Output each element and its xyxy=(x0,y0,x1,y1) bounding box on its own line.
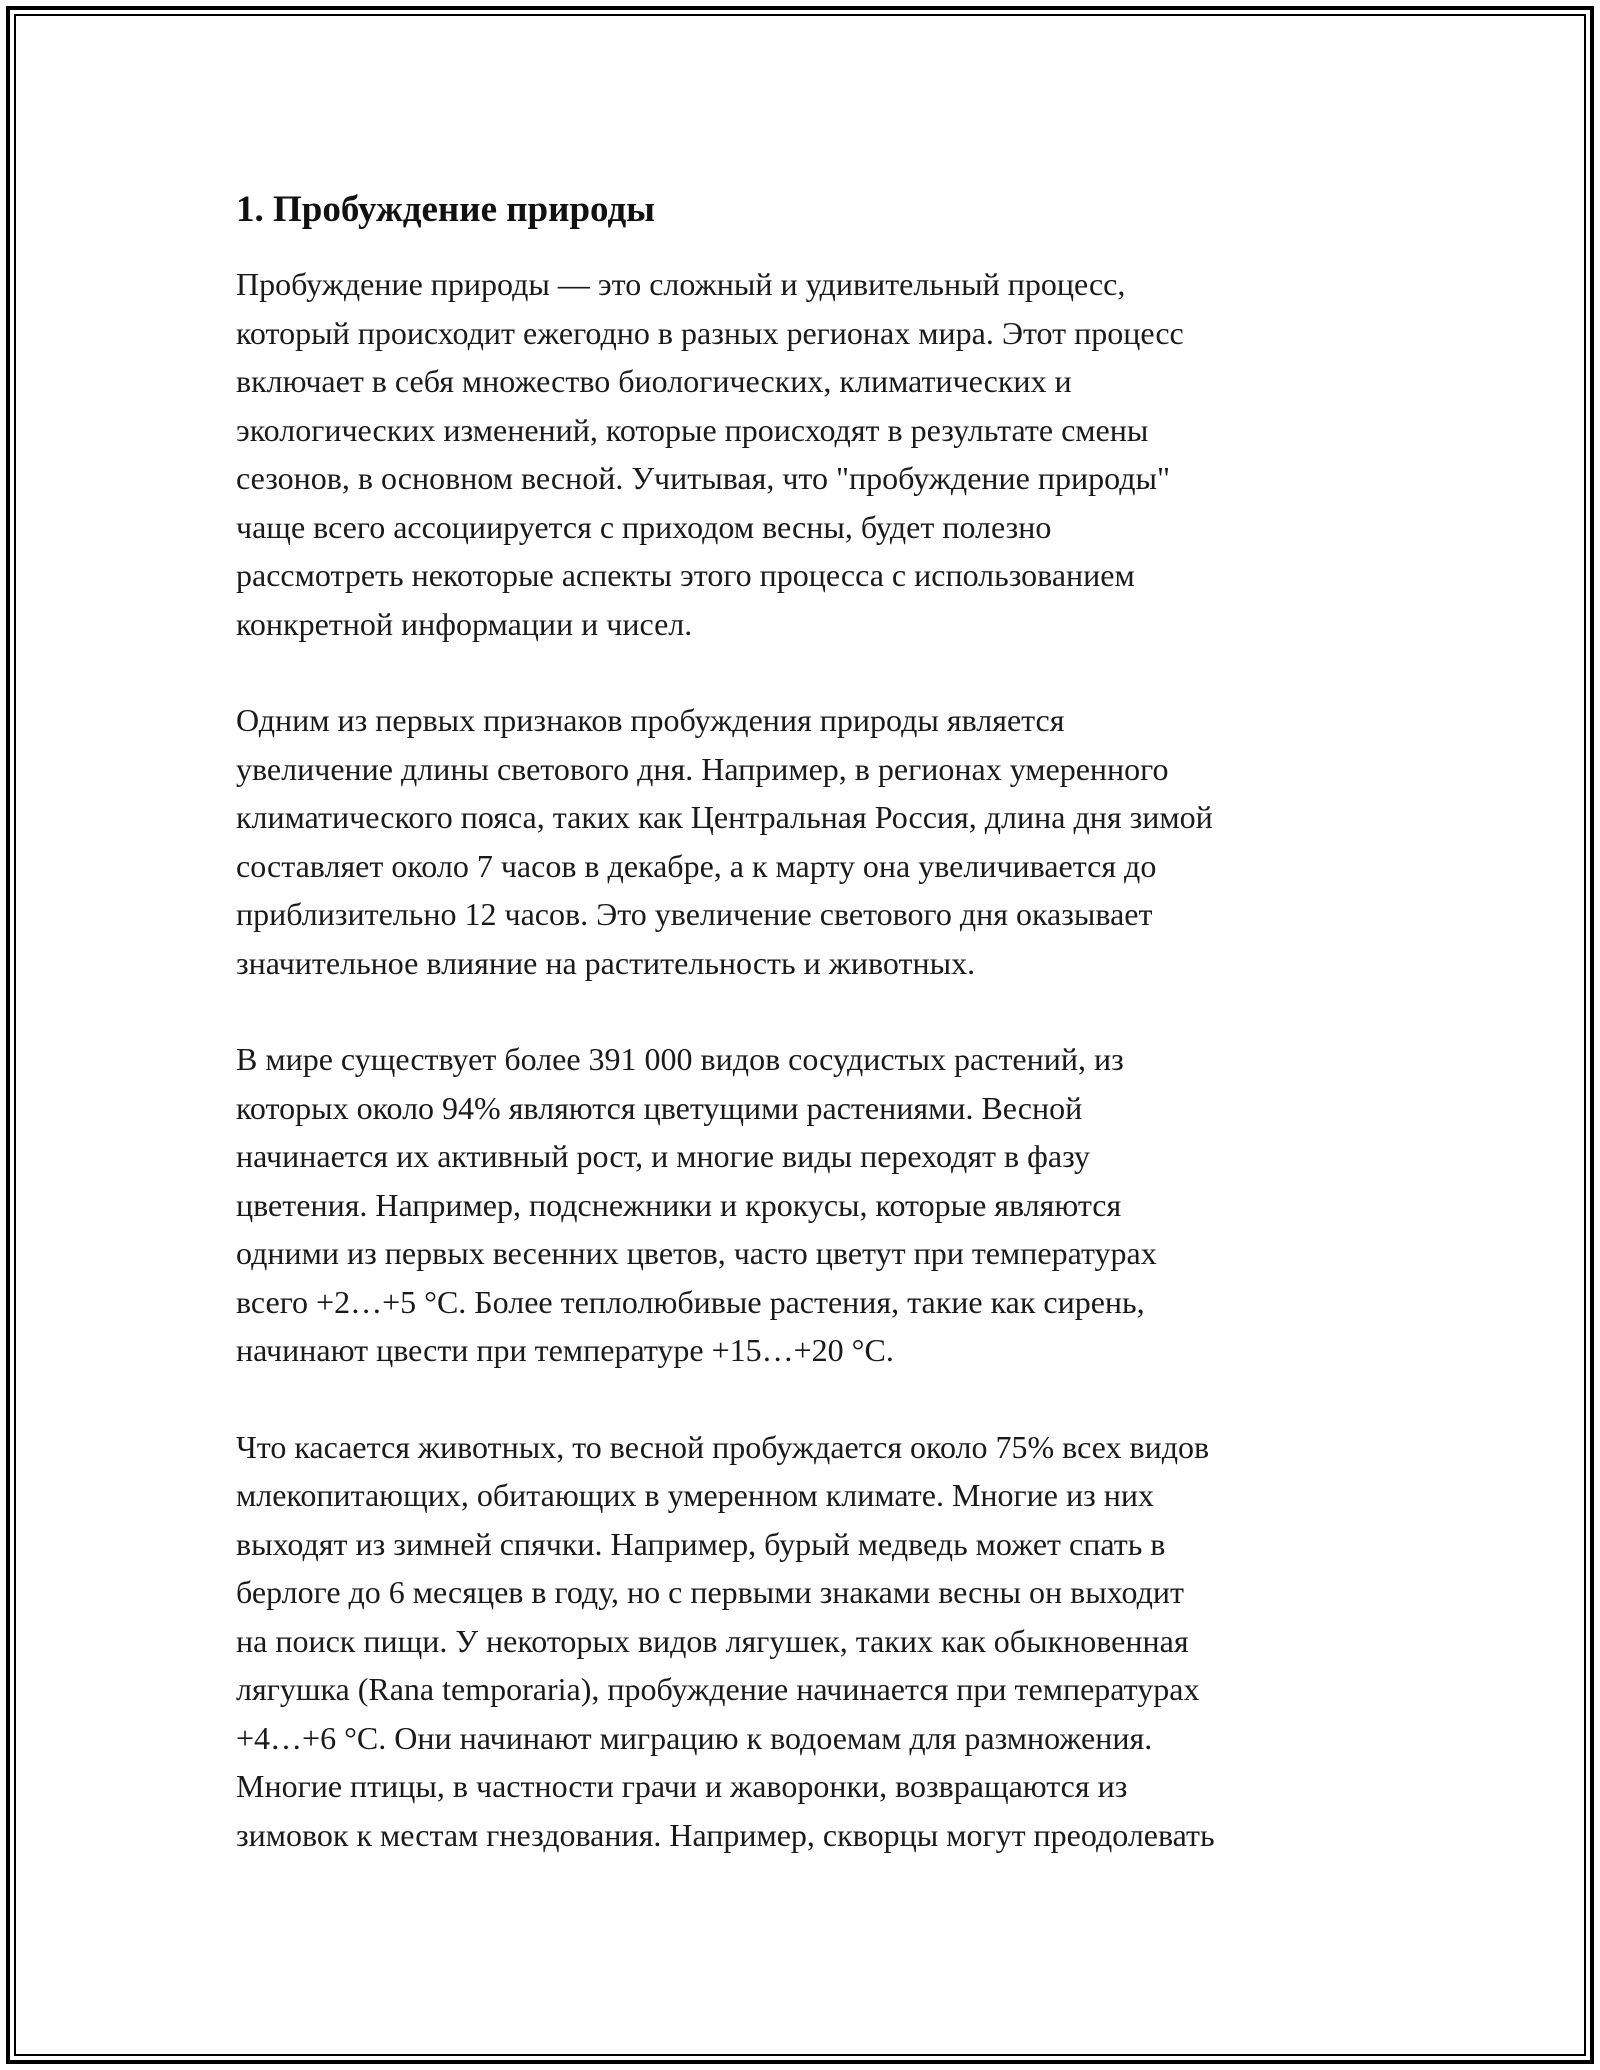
text-line: лягушка (Rana temporaria), пробуждение начинается при температурах xyxy=(236,1671,1200,1708)
text-line: всего +2…+5 °C. Более теплолюбивые растения, такие как сирень, xyxy=(236,1283,1145,1320)
paragraph-3 xyxy=(236,1035,1376,1375)
text-line: климатического пояса, таких как Центральная Россия, длина дня зимой xyxy=(236,799,1213,836)
text-line: Многие птицы, в частности грачи и жаворонки, возвращаются из xyxy=(236,1768,1128,1805)
text-line: млекопитающих, обитающих в умеренном климате. Многие из них xyxy=(236,1477,1155,1514)
text-line: зимовок к местам гнездования. Например, скворцы могут преодолевать xyxy=(236,1816,1215,1853)
text-line: сезонов, в основном весной. Учитывая, что "пробуждение природы" xyxy=(236,460,1171,497)
text-line: значительное влияние на растительность и животных. xyxy=(236,944,976,981)
text-line: начинается их активный рост, и многие виды переходят в фазу xyxy=(236,1138,1091,1175)
document-body xyxy=(236,188,1376,1859)
text-line: начинают цвести при температуре +15…+20 °C. xyxy=(236,1332,894,1369)
paragraph-2 xyxy=(236,696,1376,987)
text-line: конкретной информации и чисел. xyxy=(236,605,693,642)
text-line: приблизительно 12 часов. Это увеличение светового дня оказывает xyxy=(236,896,1153,933)
paragraph-4 xyxy=(236,1423,1376,1860)
text-line: рассмотреть некоторые аспекты этого процесса с использованием xyxy=(236,557,1135,594)
text-line: Пробуждение природы — это сложный и удивительный процесс, xyxy=(236,266,1126,303)
section-heading: 1. Пробуждение природы xyxy=(236,189,656,230)
text-line: выходят из зимней спячки. Например, бурый медведь может спать в xyxy=(236,1525,1166,1562)
text-line: чаще всего ассоциируется с приходом весны, будет полезно xyxy=(236,508,1052,545)
text-line: В мире существует более 391 000 видов сосудистых растений, из xyxy=(236,1041,1124,1078)
text-line: Одним из первых признаков пробуждения природы является xyxy=(236,702,1065,739)
text-line: +4…+6 °C. Они начинают миграцию к водоемам для размножения. xyxy=(236,1719,1153,1756)
text-line: цветения. Например, подснежники и крокусы, которые являются xyxy=(236,1186,1122,1223)
text-line: экологических изменений, которые происходят в результате смены xyxy=(236,411,1149,448)
text-line: которых около 94% являются цветущими растениями. Весной xyxy=(236,1089,1083,1126)
text-line: увеличение длины светового дня. Например, в регионах умеренного xyxy=(236,750,1169,787)
text-line: на поиск пищи. У некоторых видов лягушек, таких как обыкновенная xyxy=(236,1622,1189,1659)
paragraph-1 xyxy=(236,260,1376,648)
text-line: одними из первых весенних цветов, часто цветут при температурах xyxy=(236,1235,1157,1272)
text-line: берлоге до 6 месяцев в году, но с первыми знаками весны он выходит xyxy=(236,1574,1184,1611)
text-line: который происходит ежегодно в разных регионах мира. Этот процесс xyxy=(236,314,1184,351)
text-line: Что касается животных, то весной пробуждается около 75% всех видов xyxy=(236,1428,1210,1465)
text-line: включает в себя множество биологических, климатических и xyxy=(236,363,1072,400)
text-line: составляет около 7 часов в декабре, а к марту она увеличивается до xyxy=(236,847,1157,884)
